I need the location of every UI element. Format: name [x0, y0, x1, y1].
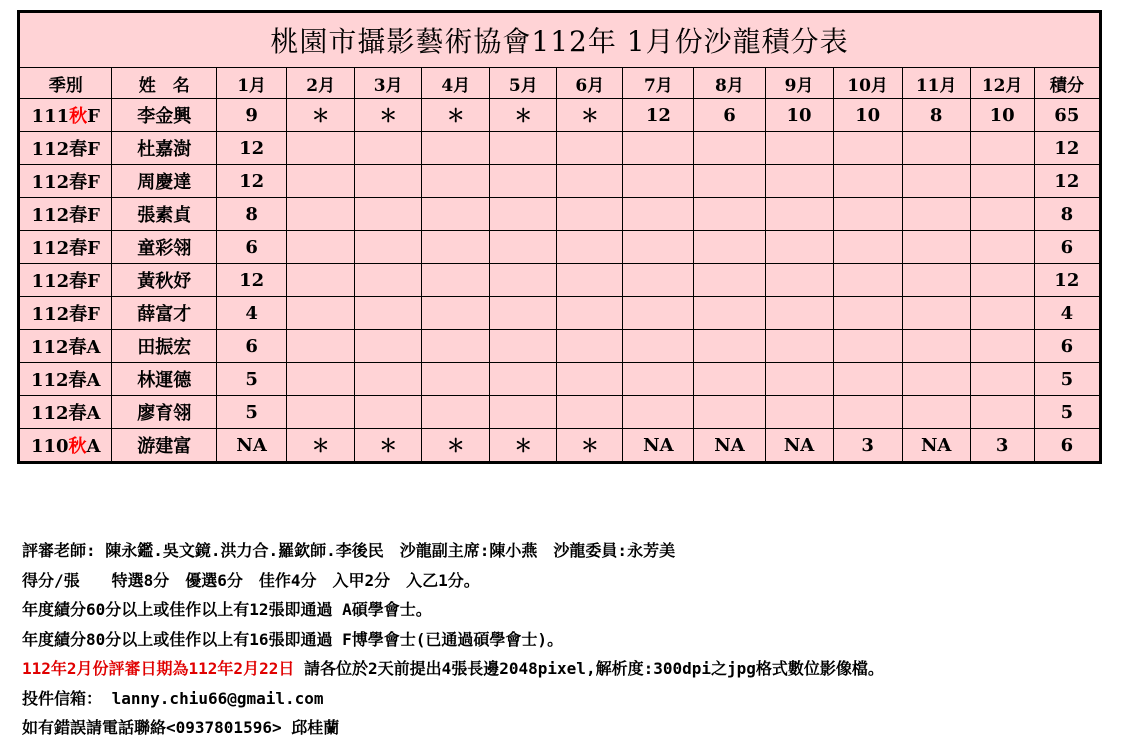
month-score-cell [355, 297, 422, 330]
month-score-cell: 8 [902, 99, 970, 132]
month-score-cell: ＊ [490, 429, 557, 463]
season-part: 112 [30, 370, 69, 391]
season-part: 春 [68, 370, 87, 391]
name-cell: 林運德 [112, 363, 217, 396]
season-cell [19, 132, 112, 165]
season-part: 秋 [68, 436, 87, 457]
month-score-cell [970, 396, 1034, 429]
submit-email-note: 投件信箱： lanny.chiu66@gmail.com [22, 688, 324, 708]
month-score-cell [970, 198, 1034, 231]
month-score-cell [490, 297, 557, 330]
name-cell: 杜嘉澍 [112, 132, 217, 165]
name-cell: 廖育翎 [112, 396, 217, 429]
month-score-cell: ＊ [490, 99, 557, 132]
season-part: 112 [31, 271, 70, 292]
month-score-cell [287, 231, 355, 264]
table-row [19, 330, 1101, 363]
month-score-cell [902, 363, 970, 396]
month-score-cell: NA [694, 429, 765, 463]
month-score-cell [490, 264, 557, 297]
month-score-cell: ＊ [557, 429, 623, 463]
table-row [19, 231, 1101, 264]
month-score-cell: NA [623, 429, 694, 463]
name-cell: 游建富 [112, 429, 217, 463]
table-row [19, 165, 1101, 198]
month-score-cell [287, 132, 355, 165]
season-part: F [87, 304, 100, 325]
month-score-cell [694, 198, 765, 231]
season-part: F [87, 205, 100, 226]
month-score-cell [422, 165, 490, 198]
month-score-cell [355, 363, 422, 396]
total-cell: 12 [1034, 132, 1100, 165]
total-cell: 6 [1034, 429, 1100, 463]
season-part: 112 [31, 172, 70, 193]
month-score-cell: 10 [765, 99, 833, 132]
month-score-cell [422, 330, 490, 363]
total-cell: 65 [1034, 99, 1100, 132]
month-score-cell [833, 264, 902, 297]
month-score-cell [557, 165, 623, 198]
month-score-cell [765, 165, 833, 198]
season-part: 112 [30, 337, 69, 358]
header-cell: 4月 [422, 68, 490, 99]
month-score-cell [765, 363, 833, 396]
table-row [19, 264, 1101, 297]
total-cell: 6 [1034, 330, 1100, 363]
month-score-cell [833, 396, 902, 429]
month-score-cell [623, 198, 694, 231]
month-score-cell [902, 297, 970, 330]
month-score-cell [623, 165, 694, 198]
table-row [19, 198, 1101, 231]
total-cell: 4 [1034, 297, 1100, 330]
season-part: 111 [31, 106, 70, 127]
month-score-cell [902, 132, 970, 165]
month-score-cell: ＊ [355, 429, 422, 463]
next-review-note [22, 654, 1127, 684]
table-row [19, 396, 1101, 429]
month-score-cell: ＊ [422, 99, 490, 132]
month-score-cell [490, 396, 557, 429]
month-score-cell [765, 297, 833, 330]
month-score-cell: 12 [217, 132, 287, 165]
month-score-cell [970, 132, 1034, 165]
season-cell [19, 264, 112, 297]
month-score-cell [970, 330, 1034, 363]
season-cell [19, 198, 112, 231]
season-part: F [87, 106, 100, 127]
month-score-cell [623, 297, 694, 330]
month-score-cell: 6 [217, 231, 287, 264]
month-score-cell [623, 396, 694, 429]
month-score-cell [694, 132, 765, 165]
month-score-cell: 4 [217, 297, 287, 330]
table-row [19, 363, 1101, 396]
month-score-cell: 3 [833, 429, 902, 463]
season-part: 春 [69, 304, 88, 325]
header-cell: 季別 [19, 68, 112, 99]
next-review-date: 112年2月份評審日期為112年2月22日 [22, 659, 295, 678]
month-score-cell [422, 396, 490, 429]
month-score-cell [833, 330, 902, 363]
month-score-cell [557, 330, 623, 363]
rule-a-note: 年度績分60分以上或佳作以上有12張即通過 A碩學會士。 [22, 600, 432, 619]
month-score-cell [355, 264, 422, 297]
month-score-cell: ＊ [422, 429, 490, 463]
season-part: A [86, 436, 101, 457]
month-score-cell [902, 165, 970, 198]
contact-note: 如有錯誤請電話聯絡<0937801596> 邱桂蘭 [22, 718, 340, 737]
month-score-cell [355, 396, 422, 429]
month-score-cell [490, 132, 557, 165]
season-part: F [87, 139, 100, 160]
table-row [19, 297, 1101, 330]
season-part: 秋 [69, 106, 88, 127]
season-cell [19, 99, 112, 132]
month-score-cell [422, 132, 490, 165]
month-score-cell [970, 363, 1034, 396]
name-cell: 薛富才 [112, 297, 217, 330]
month-score-cell [694, 363, 765, 396]
month-score-cell [765, 198, 833, 231]
month-score-cell [694, 165, 765, 198]
month-score-cell [694, 231, 765, 264]
month-score-cell [355, 165, 422, 198]
name-cell: 周慶達 [112, 165, 217, 198]
season-part: A [86, 337, 101, 358]
month-score-cell [287, 264, 355, 297]
header-cell: 6月 [557, 68, 623, 99]
score-table [17, 10, 1102, 464]
month-score-cell [490, 330, 557, 363]
month-score-cell [557, 297, 623, 330]
season-part: A [86, 370, 101, 391]
season-part: 112 [31, 238, 70, 259]
header-cell: 姓 名 [112, 68, 217, 99]
month-score-cell [490, 198, 557, 231]
table-row [19, 132, 1101, 165]
season-part: F [87, 238, 100, 259]
season-cell [19, 396, 112, 429]
month-score-cell: ＊ [287, 429, 355, 463]
month-score-cell [623, 363, 694, 396]
season-part: 春 [69, 271, 88, 292]
month-score-cell: ＊ [287, 99, 355, 132]
month-score-cell: ＊ [355, 99, 422, 132]
judges-note: 評審老師: 陳永鑑.吳文鏡.洪力合.羅欽師.李後民 沙龍副主席:陳小燕 沙龍委員:永芳美 [22, 541, 676, 560]
month-score-cell [623, 231, 694, 264]
month-score-cell: 12 [217, 165, 287, 198]
month-score-cell [902, 396, 970, 429]
month-score-cell [287, 198, 355, 231]
month-score-cell [557, 132, 623, 165]
total-cell: 12 [1034, 264, 1100, 297]
month-score-cell [422, 264, 490, 297]
header-cell: 1月 [217, 68, 287, 99]
month-score-cell: 10 [970, 99, 1034, 132]
table-title: 桃園市攝影藝術協會112年 1月份沙龍積分表 [19, 12, 1101, 68]
month-score-cell [765, 396, 833, 429]
month-score-cell: NA [217, 429, 287, 463]
month-score-cell [765, 330, 833, 363]
name-cell: 童彩翎 [112, 231, 217, 264]
total-cell: 12 [1034, 165, 1100, 198]
season-cell [19, 330, 112, 363]
month-score-cell [833, 363, 902, 396]
season-part: 春 [69, 139, 88, 160]
season-part: 春 [69, 238, 88, 259]
header-cell: 7月 [623, 68, 694, 99]
month-score-cell [970, 297, 1034, 330]
month-score-cell [970, 165, 1034, 198]
season-cell [19, 363, 112, 396]
month-score-cell: 8 [217, 198, 287, 231]
month-score-cell [902, 264, 970, 297]
month-score-cell: ＊ [557, 99, 623, 132]
header-cell: 8月 [694, 68, 765, 99]
month-score-cell [833, 231, 902, 264]
season-cell [19, 429, 112, 463]
month-score-cell [422, 297, 490, 330]
name-cell: 田振宏 [112, 330, 217, 363]
month-score-cell [287, 297, 355, 330]
header-row [19, 68, 1101, 99]
month-score-cell: 3 [970, 429, 1034, 463]
month-score-cell [355, 231, 422, 264]
month-score-cell [833, 165, 902, 198]
header-cell: 9月 [765, 68, 833, 99]
table-row [19, 429, 1101, 463]
season-part: 春 [69, 205, 88, 226]
month-score-cell: 6 [217, 330, 287, 363]
name-cell: 張素貞 [112, 198, 217, 231]
month-score-cell [902, 330, 970, 363]
header-cell: 2月 [287, 68, 355, 99]
month-score-cell [490, 363, 557, 396]
month-score-cell [557, 396, 623, 429]
month-score-cell [422, 363, 490, 396]
month-score-cell [557, 363, 623, 396]
month-score-cell: NA [902, 429, 970, 463]
season-part: 112 [31, 139, 70, 160]
month-score-cell [355, 132, 422, 165]
month-score-cell [833, 198, 902, 231]
month-score-cell [355, 198, 422, 231]
month-score-cell [287, 165, 355, 198]
season-cell [19, 297, 112, 330]
month-score-cell: 9 [217, 99, 287, 132]
notes [22, 536, 1127, 743]
total-cell: 5 [1034, 396, 1100, 429]
season-part: A [86, 403, 101, 424]
rule-f-note: 年度績分80分以上或佳作以上有16張即通過 F博學會士(已通過碩學會士)。 [22, 629, 564, 649]
header-cell: 3月 [355, 68, 422, 99]
month-score-cell: 5 [217, 396, 287, 429]
table-row [19, 99, 1101, 132]
month-score-cell [694, 396, 765, 429]
month-score-cell [765, 132, 833, 165]
month-score-cell: 6 [694, 99, 765, 132]
header-cell: 5月 [490, 68, 557, 99]
month-score-cell [970, 264, 1034, 297]
month-score-cell [287, 330, 355, 363]
month-score-cell [623, 330, 694, 363]
month-score-cell: 10 [833, 99, 902, 132]
header-cell: 11月 [902, 68, 970, 99]
month-score-cell [490, 231, 557, 264]
header-cell: 12月 [970, 68, 1034, 99]
season-part: 春 [68, 403, 87, 424]
month-score-cell: NA [765, 429, 833, 463]
month-score-cell [557, 198, 623, 231]
season-part: F [87, 271, 100, 292]
month-score-cell: 5 [217, 363, 287, 396]
season-cell [19, 165, 112, 198]
season-cell [19, 231, 112, 264]
month-score-cell [490, 165, 557, 198]
table-body [19, 99, 1101, 463]
total-cell: 6 [1034, 231, 1100, 264]
name-cell: 李金興 [112, 99, 217, 132]
season-part: 112 [31, 205, 70, 226]
month-score-cell [765, 231, 833, 264]
season-part: F [87, 172, 100, 193]
month-score-cell [970, 231, 1034, 264]
header-cell: 積分 [1034, 68, 1100, 99]
month-score-cell [902, 231, 970, 264]
month-score-cell: 12 [623, 99, 694, 132]
month-score-cell [355, 330, 422, 363]
month-score-cell [557, 264, 623, 297]
month-score-cell [557, 231, 623, 264]
month-score-cell [623, 264, 694, 297]
month-score-cell [833, 132, 902, 165]
total-cell: 8 [1034, 198, 1100, 231]
season-part: 112 [30, 403, 69, 424]
month-score-cell [694, 264, 765, 297]
month-score-cell [902, 198, 970, 231]
month-score-cell [287, 396, 355, 429]
season-part: 春 [68, 337, 87, 358]
month-score-cell [422, 231, 490, 264]
month-score-cell [765, 264, 833, 297]
name-cell: 黃秋妤 [112, 264, 217, 297]
month-score-cell [623, 132, 694, 165]
month-score-cell [694, 297, 765, 330]
month-score-cell: 12 [217, 264, 287, 297]
month-score-cell [833, 297, 902, 330]
scoring-note: 得分/張 特選8分 優選6分 佳作4分 入甲2分 入乙1分。 [22, 570, 480, 590]
season-part: 春 [69, 172, 88, 193]
total-cell: 5 [1034, 363, 1100, 396]
month-score-cell [694, 330, 765, 363]
header-cell: 10月 [833, 68, 902, 99]
month-score-cell [422, 198, 490, 231]
next-review-instructions: 請各位於2天前提出4張長邊2048pixel,解析度:300dpi之jpg格式數位影像檔。 [294, 659, 884, 678]
month-score-cell [287, 363, 355, 396]
season-part: 112 [31, 304, 70, 325]
season-part: 110 [30, 436, 69, 457]
